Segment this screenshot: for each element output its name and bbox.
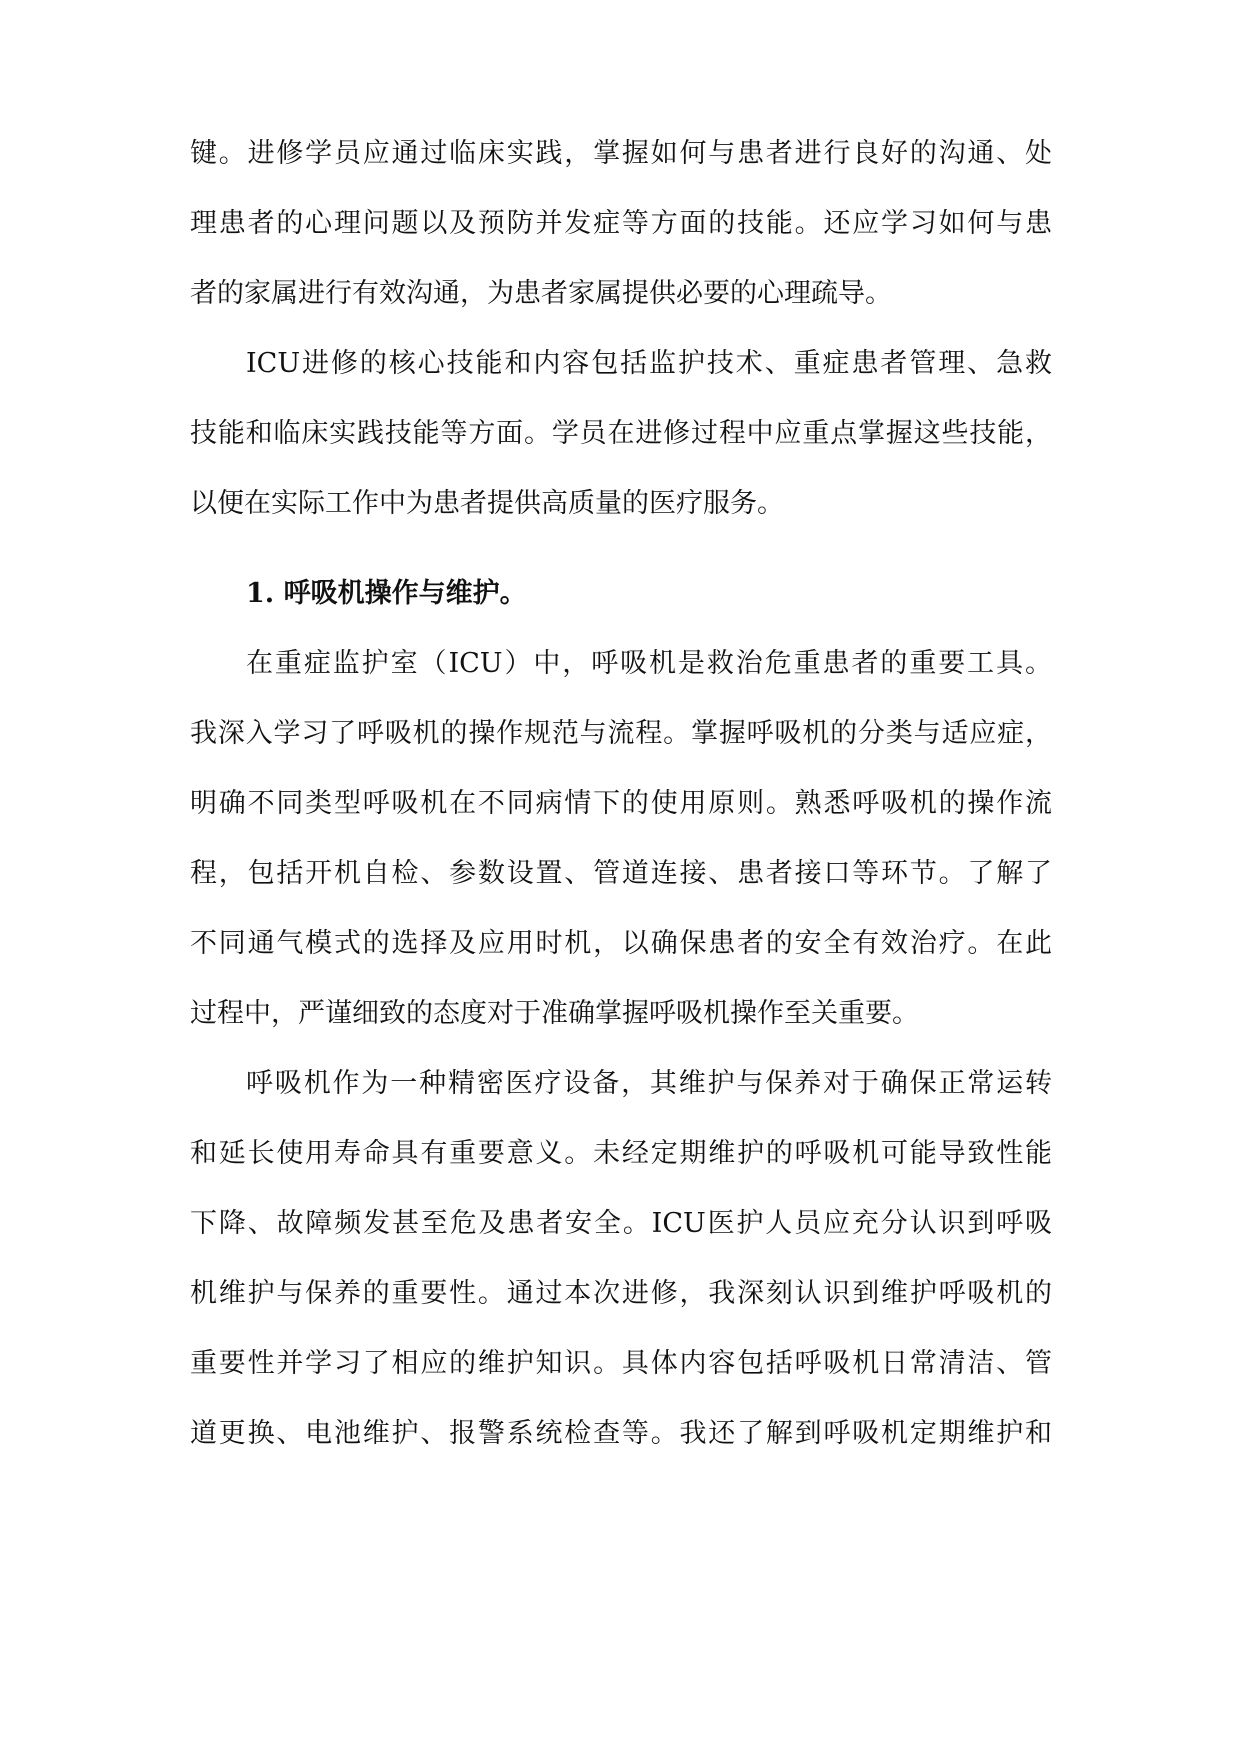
text-line: 程，包括开机自检、参数设置、管道连接、患者接口等环节。了解了 xyxy=(190,858,1052,889)
text-line: 明确不同类型呼吸机在不同病情下的使用原则。熟悉呼吸机的操作流 xyxy=(190,788,1052,819)
text-line: ICU进修的核心技能和内容包括监护技术、重症患者管理、急救 xyxy=(246,348,1052,379)
section-heading: 1. 呼吸机操作与维护。 xyxy=(246,578,527,609)
text-line: 以便在实际工作中为患者提供高质量的医疗服务。 xyxy=(190,488,784,519)
text-line: 过程中，严谨细致的态度对于准确掌握呼吸机操作至关重要。 xyxy=(190,998,919,1029)
text-line: 键。进修学员应通过临床实践，掌握如何与患者进行良好的沟通、处 xyxy=(190,138,1052,169)
text-line: 不同通气模式的选择及应用时机，以确保患者的安全有效治疗。在此 xyxy=(190,928,1052,959)
text-line: 重要性并学习了相应的维护知识。具体内容包括呼吸机日常清洁、管 xyxy=(190,1348,1052,1379)
text-line: 呼吸机作为一种精密医疗设备，其维护与保养对于确保正常运转 xyxy=(246,1068,1052,1099)
text-line: 者的家属进行有效沟通，为患者家属提供必要的心理疏导。 xyxy=(190,278,892,309)
text-line: 在重症监护室（ICU）中，呼吸机是救治危重患者的重要工具。 xyxy=(246,648,1052,679)
text-line: 下降、故障频发甚至危及患者安全。ICU医护人员应充分认识到呼吸 xyxy=(190,1208,1052,1239)
text-line: 和延长使用寿命具有重要意义。未经定期维护的呼吸机可能导致性能 xyxy=(190,1138,1052,1169)
text-line: 道更换、电池维护、报警系统检查等。我还了解到呼吸机定期维护和 xyxy=(190,1418,1052,1449)
text-line: 机维护与保养的重要性。通过本次进修，我深刻认识到维护呼吸机的 xyxy=(190,1278,1052,1309)
text-line: 我深入学习了呼吸机的操作规范与流程。掌握呼吸机的分类与适应症， xyxy=(190,718,1052,749)
text-line: 技能和临床实践技能等方面。学员在进修过程中应重点掌握这些技能， xyxy=(190,418,1052,449)
text-line: 理患者的心理问题以及预防并发症等方面的技能。还应学习如何与患 xyxy=(190,208,1052,239)
